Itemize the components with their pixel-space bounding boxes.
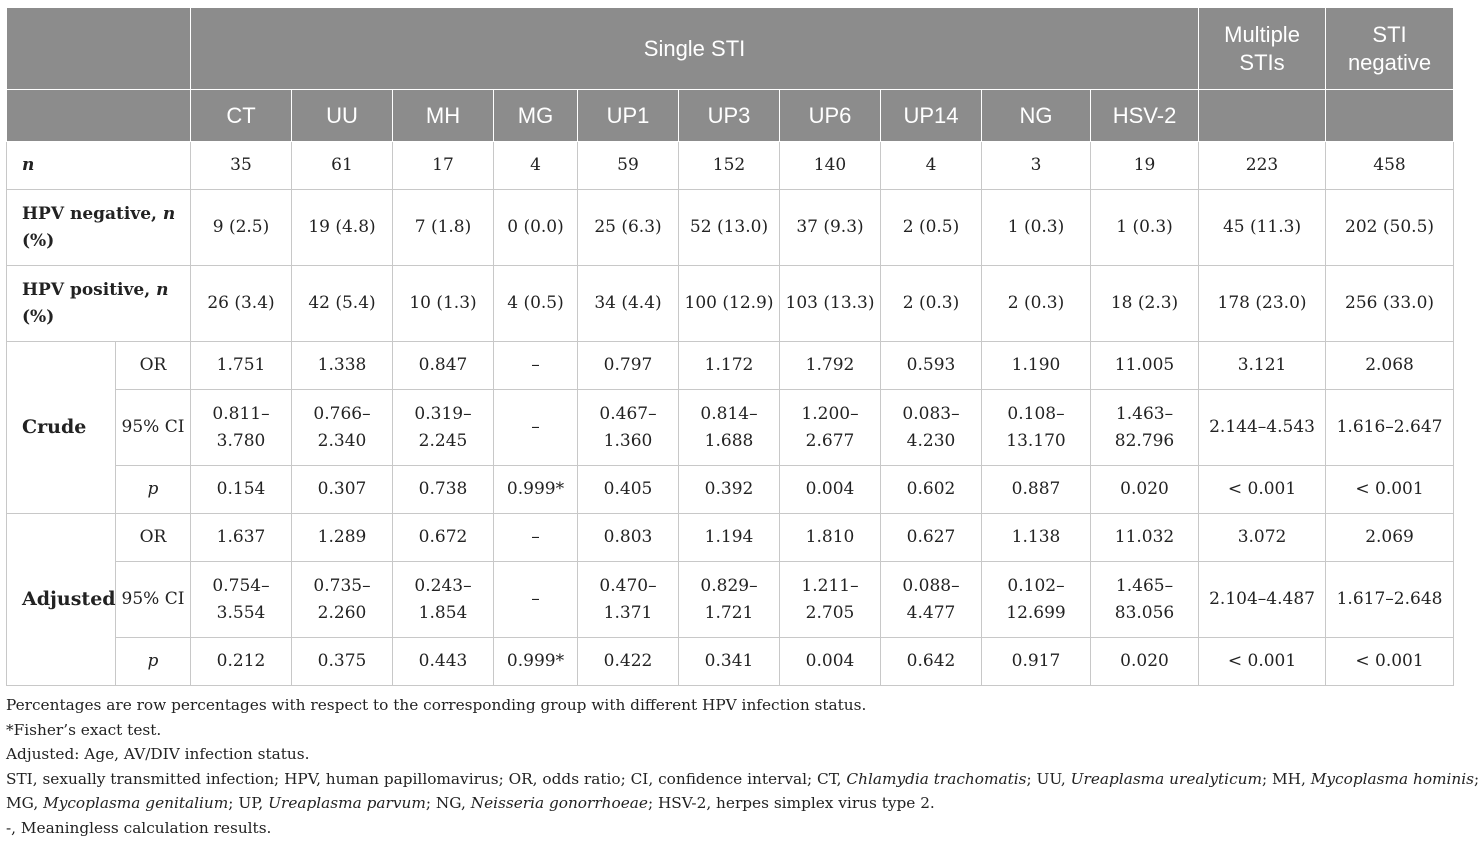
abbreviation-text: ; UU,	[1026, 769, 1071, 788]
footnote-abbreviations-cont	[6, 791, 1453, 816]
table-footnotes	[6, 693, 1479, 840]
row-label-hpv-negative	[7, 190, 191, 266]
cell-adjusted-p: 0.020	[1091, 638, 1199, 686]
cell-n: 59	[578, 142, 679, 190]
cell-hpv-negative: 7 (1.8)	[393, 190, 494, 266]
column-header-up1: UP1	[578, 90, 679, 142]
column-header-up14: UP14	[881, 90, 982, 142]
cell-crude-or: 2.068	[1326, 342, 1454, 390]
cell-hpv-negative: 37 (9.3)	[780, 190, 881, 266]
cell-adjusted-or: 0.672	[393, 514, 494, 562]
cell-adjusted-or: 1.194	[679, 514, 780, 562]
table-row-hpv-positive	[7, 266, 1454, 342]
abbreviation-text: ; NG,	[425, 794, 471, 812]
cell-adjusted-or: 1.810	[780, 514, 881, 562]
cell-adjusted-p: < 0.001	[1326, 638, 1454, 686]
cell-adjusted-ci: 1.465–83.056	[1091, 562, 1199, 638]
cell-crude-or: 1.751	[191, 342, 292, 390]
table-row-hpv-negative	[7, 190, 1454, 266]
cell-crude-or: 1.172	[679, 342, 780, 390]
footnote-abbreviations	[6, 767, 1479, 792]
cell-n: 4	[494, 142, 578, 190]
cell-crude-p: 0.307	[292, 466, 393, 514]
cell-hpv-positive: 18 (2.3)	[1091, 266, 1199, 342]
cell-hpv-positive: 10 (1.3)	[393, 266, 494, 342]
row-label-n: n	[7, 142, 191, 190]
cell-hpv-negative: 52 (13.0)	[679, 190, 780, 266]
stat-label-or: OR	[116, 514, 191, 562]
cell-hpv-negative: 1 (0.3)	[1091, 190, 1199, 266]
footnote-adjusted: Adjusted: Age, AV/DIV infection status.	[6, 745, 310, 763]
table-row-adjusted-ci	[7, 562, 1454, 638]
cell-hpv-positive: 100 (12.9)	[679, 266, 780, 342]
column-header-ct: CT	[191, 90, 292, 142]
cell-n: 458	[1326, 142, 1454, 190]
stat-label-ci: 95% CI	[116, 562, 191, 638]
cell-adjusted-p: 0.341	[679, 638, 780, 686]
cell-adjusted-ci: –	[494, 562, 578, 638]
cell-crude-or: –	[494, 342, 578, 390]
cell-hpv-positive: 2 (0.3)	[881, 266, 982, 342]
cell-crude-ci: 0.319–2.245	[393, 390, 494, 466]
cell-n: 3	[982, 142, 1091, 190]
cell-adjusted-ci: 0.735–2.260	[292, 562, 393, 638]
row-label-n-symbol: n	[162, 203, 176, 224]
cell-crude-p: 0.004	[780, 466, 881, 514]
species-name: Ureaplasma parvum	[268, 794, 426, 812]
cell-hpv-positive: 103 (13.3)	[780, 266, 881, 342]
column-header-up6: UP6	[780, 90, 881, 142]
cell-hpv-positive: 178 (23.0)	[1199, 266, 1326, 342]
cell-n: 61	[292, 142, 393, 190]
abbreviation-text: MG,	[6, 794, 44, 812]
column-header-multiple-blank	[1199, 90, 1326, 142]
stat-label-or: OR	[116, 342, 191, 390]
table-row-adjusted-p	[7, 638, 1454, 686]
cell-adjusted-ci: 0.088–4.477	[881, 562, 982, 638]
results-table	[6, 7, 1454, 686]
cell-adjusted-p: 0.004	[780, 638, 881, 686]
cell-adjusted-p: 0.375	[292, 638, 393, 686]
column-header-negative-blank	[1326, 90, 1454, 142]
row-label-text: HPV negative,	[22, 203, 163, 224]
cell-crude-p: 0.738	[393, 466, 494, 514]
cell-n: 223	[1199, 142, 1326, 190]
cell-hpv-positive: 42 (5.4)	[292, 266, 393, 342]
cell-adjusted-or: 0.627	[881, 514, 982, 562]
group-label-adjusted: Adjusted	[7, 514, 116, 686]
table-row-crude-ci	[7, 390, 1454, 466]
cell-crude-or: 0.593	[881, 342, 982, 390]
row-label-text: HPV positive,	[22, 279, 157, 300]
column-header-up3: UP3	[679, 90, 780, 142]
cell-hpv-positive: 256 (33.0)	[1326, 266, 1454, 342]
footnote-percentages: Percentages are row percentages with respect to the corresponding group with different HPV infection status.	[6, 696, 867, 714]
cell-hpv-positive: 26 (3.4)	[191, 266, 292, 342]
cell-adjusted-or: 1.138	[982, 514, 1091, 562]
cell-crude-p: 0.887	[982, 466, 1091, 514]
cell-hpv-negative: 45 (11.3)	[1199, 190, 1326, 266]
cell-adjusted-ci: 0.243–1.854	[393, 562, 494, 638]
cell-hpv-negative: 9 (2.5)	[191, 190, 292, 266]
cell-crude-p: < 0.001	[1326, 466, 1454, 514]
footnote-fisher: *Fisher’s exact test.	[6, 720, 162, 739]
cell-n: 140	[780, 142, 881, 190]
footnote-meaningless: -, Meaningless calculation results.	[6, 818, 272, 837]
cell-crude-p: 0.020	[1091, 466, 1199, 514]
column-header-uu: UU	[292, 90, 393, 142]
cell-adjusted-ci: 1.617–2.648	[1326, 562, 1454, 638]
cell-crude-ci: 0.811–3.780	[191, 390, 292, 466]
table-row-crude-or	[7, 342, 1454, 390]
cell-crude-p: 0.405	[578, 466, 679, 514]
cell-crude-ci: 1.200–2.677	[780, 390, 881, 466]
cell-hpv-positive: 34 (4.4)	[578, 266, 679, 342]
cell-n: 4	[881, 142, 982, 190]
cell-adjusted-ci: 0.102–12.699	[982, 562, 1091, 638]
cell-adjusted-ci: 0.829–1.721	[679, 562, 780, 638]
subheader-row	[7, 90, 1454, 142]
cell-crude-ci: 0.108–13.170	[982, 390, 1091, 466]
column-header-hsv-2: HSV-2	[1091, 90, 1199, 142]
abbreviation-text: ;	[1474, 769, 1479, 788]
cell-crude-p: < 0.001	[1199, 466, 1326, 514]
header-multiple-stis: Multiple STIs	[1199, 8, 1326, 90]
cell-crude-ci: 0.467–1.360	[578, 390, 679, 466]
column-header-ng: NG	[982, 90, 1091, 142]
row-label-hpv-positive	[7, 266, 191, 342]
cell-adjusted-ci: 0.470–1.371	[578, 562, 679, 638]
cell-n: 19	[1091, 142, 1199, 190]
cell-crude-p: 0.154	[191, 466, 292, 514]
cell-adjusted-p: 0.422	[578, 638, 679, 686]
cell-crude-ci: 2.144–4.543	[1199, 390, 1326, 466]
cell-crude-or: 1.792	[780, 342, 881, 390]
header-single-sti: Single STI	[191, 8, 1199, 90]
cell-crude-or: 3.121	[1199, 342, 1326, 390]
abbreviation-text: ; MH,	[1262, 769, 1311, 788]
cell-hpv-negative: 19 (4.8)	[292, 190, 393, 266]
cell-adjusted-p: 0.443	[393, 638, 494, 686]
cell-crude-or: 1.190	[982, 342, 1091, 390]
cell-crude-ci: 1.463–82.796	[1091, 390, 1199, 466]
cell-adjusted-or: 1.289	[292, 514, 393, 562]
group-label-crude: Crude	[7, 342, 116, 514]
table-row-crude-p	[7, 466, 1454, 514]
cell-crude-or: 1.338	[292, 342, 393, 390]
column-header-mg: MG	[494, 90, 578, 142]
cell-adjusted-or: 11.032	[1091, 514, 1199, 562]
cell-adjusted-p: 0.212	[191, 638, 292, 686]
cell-crude-p: 0.392	[679, 466, 780, 514]
cell-hpv-negative: 202 (50.5)	[1326, 190, 1454, 266]
abbreviation-text: STI, sexually transmitted infection; HPV, human papillomavirus; OR, odds ratio; CI, confidence interval; CT,	[6, 769, 847, 788]
cell-hpv-negative: 2 (0.5)	[881, 190, 982, 266]
cell-adjusted-or: –	[494, 514, 578, 562]
species-name: Mycoplasma hominis	[1310, 769, 1475, 788]
row-label-n-symbol: n	[156, 279, 169, 300]
table-body	[7, 142, 1454, 686]
cell-crude-ci: 0.766–2.340	[292, 390, 393, 466]
cell-adjusted-ci: 2.104–4.487	[1199, 562, 1326, 638]
row-label-percent: (%)	[22, 230, 55, 251]
species-name: Chlamydia trachomatis	[846, 769, 1027, 788]
cell-crude-ci: 0.814–1.688	[679, 390, 780, 466]
cell-adjusted-ci: 1.211–2.705	[780, 562, 881, 638]
cell-adjusted-or: 3.072	[1199, 514, 1326, 562]
cell-n: 152	[679, 142, 780, 190]
cell-hpv-negative: 0 (0.0)	[494, 190, 578, 266]
cell-crude-p: 0.602	[881, 466, 982, 514]
cell-hpv-negative: 25 (6.3)	[578, 190, 679, 266]
table-row-n	[7, 142, 1454, 190]
species-name: Mycoplasma genitalium	[43, 794, 229, 812]
cell-adjusted-or: 2.069	[1326, 514, 1454, 562]
abbreviation-text: ; UP,	[228, 794, 269, 812]
cell-n: 35	[191, 142, 292, 190]
row-label-percent: (%)	[22, 306, 55, 327]
cell-adjusted-ci: 0.754–3.554	[191, 562, 292, 638]
cell-adjusted-p: 0.999*	[494, 638, 578, 686]
cell-hpv-negative: 1 (0.3)	[982, 190, 1091, 266]
stat-label-ci: 95% CI	[116, 390, 191, 466]
table-row-adjusted-or	[7, 514, 1454, 562]
cell-crude-ci: –	[494, 390, 578, 466]
cell-adjusted-or: 0.803	[578, 514, 679, 562]
stat-label-p: p	[116, 638, 191, 686]
cell-hpv-positive: 4 (0.5)	[494, 266, 578, 342]
cell-crude-ci: 1.616–2.647	[1326, 390, 1454, 466]
cell-n: 17	[393, 142, 494, 190]
species-name: Ureaplasma urealyticum	[1070, 769, 1262, 788]
cell-crude-ci: 0.083–4.230	[881, 390, 982, 466]
cell-adjusted-p: 0.917	[982, 638, 1091, 686]
abbreviation-text: ; HSV-2, herpes simplex virus type 2.	[647, 794, 935, 812]
cell-hpv-positive: 2 (0.3)	[982, 266, 1091, 342]
cell-adjusted-p: 0.642	[881, 638, 982, 686]
header-sti-negative: STI negative	[1326, 8, 1454, 90]
cell-crude-or: 0.847	[393, 342, 494, 390]
cell-crude-p: 0.999*	[494, 466, 578, 514]
cell-adjusted-or: 1.637	[191, 514, 292, 562]
corner-cell-2	[7, 90, 191, 142]
stat-label-p: p	[116, 466, 191, 514]
corner-cell	[7, 8, 191, 90]
column-header-mh: MH	[393, 90, 494, 142]
cell-crude-or: 0.797	[578, 342, 679, 390]
species-name: Neisseria gonorrhoeae	[470, 794, 648, 812]
cell-crude-or: 11.005	[1091, 342, 1199, 390]
cell-adjusted-p: < 0.001	[1199, 638, 1326, 686]
